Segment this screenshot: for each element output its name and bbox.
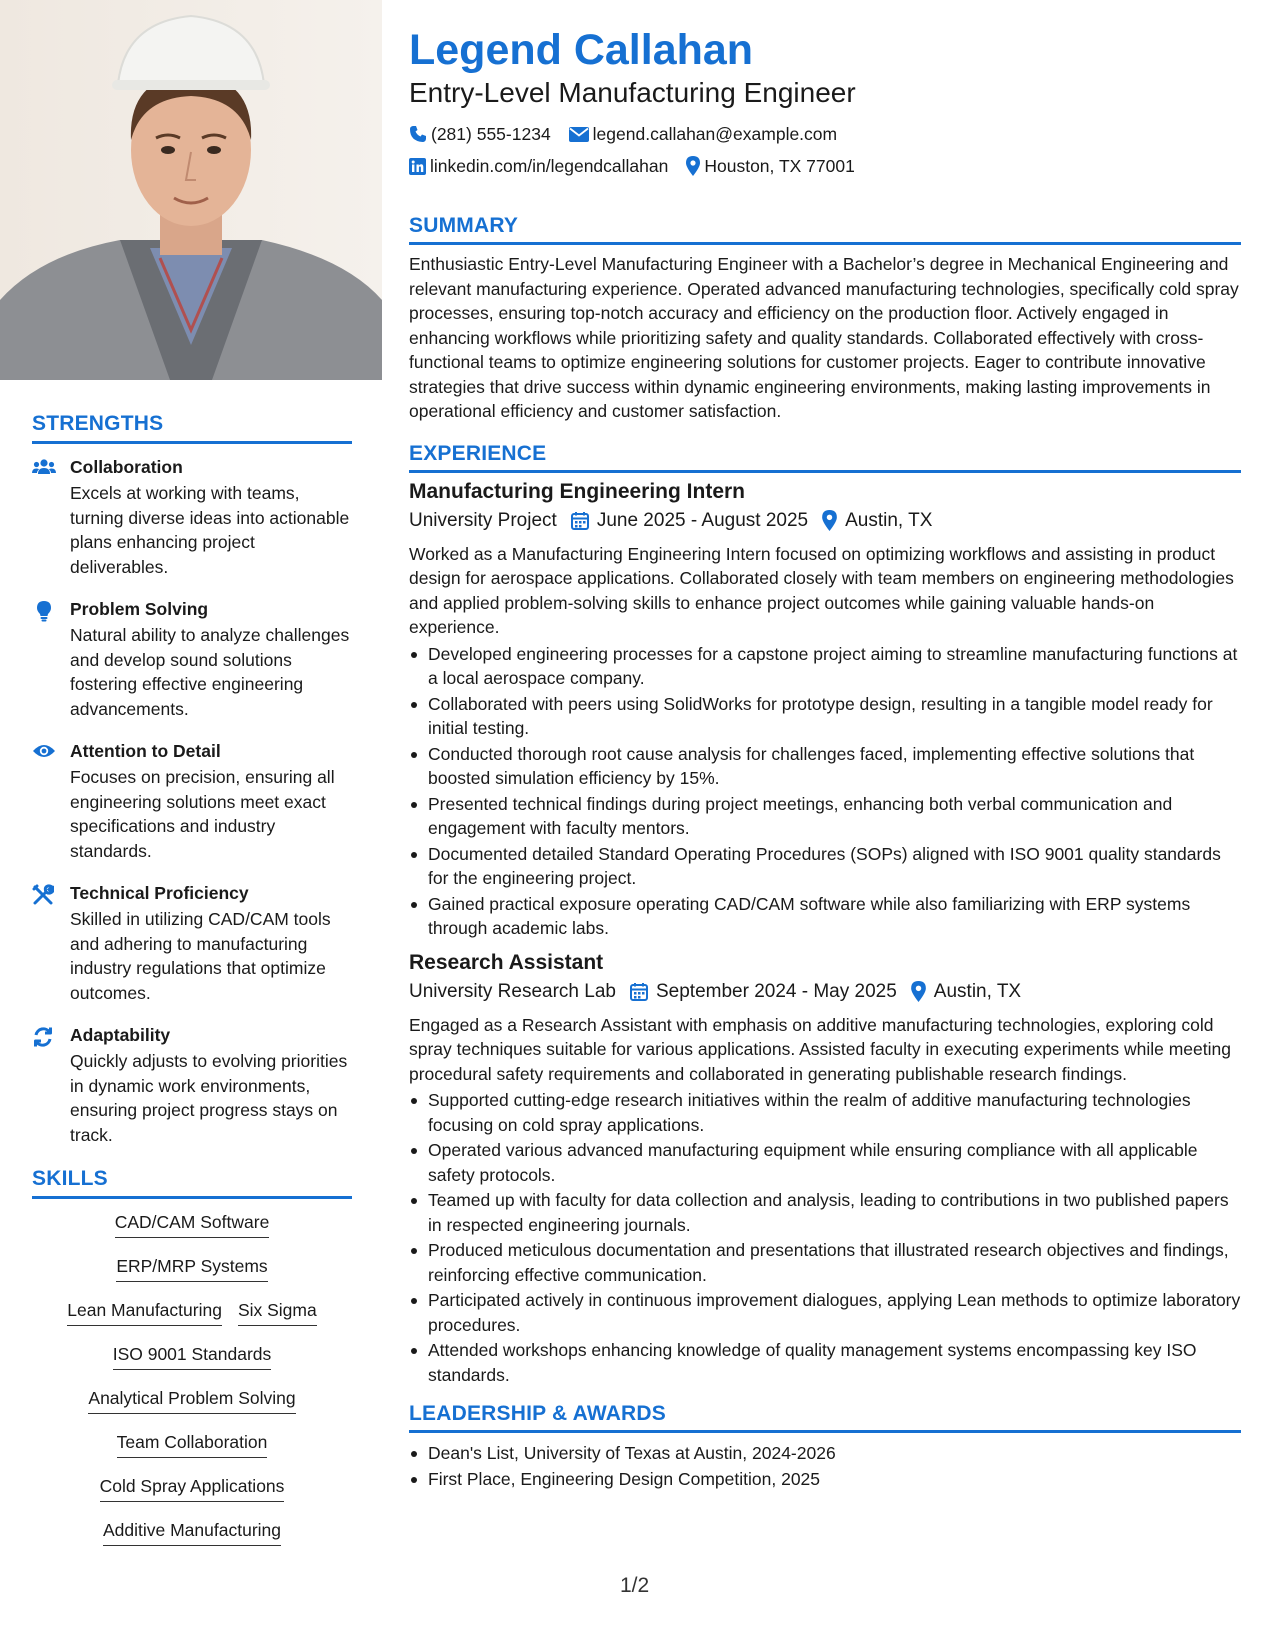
candidate-name: Legend Callahan [409, 26, 754, 74]
strength-desc: Excels at working with teams, turning diverse ideas into actionable plans enhancing project deliverables. [70, 483, 350, 577]
list-item: Teamed up with faculty for data collection and analysis, leading to contributions in two published papers in respected engineering journals. [409, 1188, 1241, 1237]
calendar-icon [571, 511, 589, 530]
linkedin-icon [409, 158, 426, 175]
job-location-wrap [822, 510, 932, 532]
eye-icon [32, 741, 70, 863]
list-item: First Place, Engineering Design Competition, 2025 [409, 1467, 1241, 1492]
list-item: Participated actively in continuous improvement dialogues, applying Lean methods to optimize laboratory procedures. [409, 1288, 1241, 1337]
page-number: 1/2 [620, 1574, 650, 1597]
job-bullets [409, 642, 1241, 941]
tools-icon [32, 883, 70, 1005]
job-dates: June 2025 - August 2025 [596, 509, 809, 531]
job-dates-wrap [571, 510, 808, 532]
strengths-heading: STRENGTHS [32, 412, 352, 444]
strength-item [32, 457, 352, 579]
map-pin-icon [911, 981, 926, 1002]
sidebar [32, 412, 352, 1564]
contact-row [409, 118, 1241, 150]
strength-desc: Skilled in utilizing CAD/CAM tools and adhering to manufacturing industry regulations that optimize outcomes. [70, 909, 331, 1003]
strength-title: Collaboration [70, 457, 183, 477]
candidate-role: Entry-Level Manufacturing Engineer [409, 77, 856, 108]
phone-text: (281) 555-1234 [431, 123, 551, 144]
job-dates: September 2024 - May 2025 [655, 980, 897, 1002]
job-location: Austin, TX [845, 509, 933, 531]
job-bullets [409, 1088, 1241, 1387]
job-entry [409, 951, 1241, 1388]
leadership-list [409, 1441, 1241, 1491]
job-title: Research Assistant [409, 950, 604, 974]
list-item: Developed engineering processes for a capstone project aiming to streamline manufacturing functions at a local aerospace company. [409, 642, 1241, 691]
list-item: Dean's List, University of Texas at Austin, 2024-2026 [409, 1441, 1241, 1466]
strength-title: Technical Proficiency [70, 883, 249, 903]
job-meta [409, 510, 1241, 532]
skills-heading: SKILLS [32, 1167, 352, 1199]
phone-contact[interactable] [409, 124, 551, 145]
envelope-icon [569, 127, 589, 142]
calendar-icon [630, 982, 648, 1001]
profile-photo [0, 0, 382, 380]
map-pin-icon [822, 510, 837, 531]
job-location: Austin, TX [933, 980, 1022, 1002]
skill-tag: ERP/MRP Systems [116, 1256, 267, 1282]
skill-tag: Additive Manufacturing [103, 1520, 281, 1546]
summary-text: Enthusiastic Entry-Level Manufacturing Engineer with a Bachelor’s degree in Mechanical Engineering and relevant manufacturing experience. Operated advanced manufacturing technologies, specifically cold spray processes, ensuring top-notch accuracy and efficiency on the production floor. Actively engaged in enhancing workflows while prioritizing safety and quality standards. Collaborated effectively with cross-functional teams to optimize engineering solutions for customer projects. Eager to contribute innovative strategies that drive success within dynamic engineering environments, making lasting improvements in operational efficiency and customer satisfaction. [409, 254, 1239, 421]
skill-tag: Cold Spray Applications [100, 1476, 285, 1502]
job-location-wrap [911, 981, 1021, 1003]
lightbulb-icon [32, 599, 70, 721]
job-org: University Project [409, 509, 557, 531]
strength-title: Problem Solving [70, 599, 209, 619]
leadership-heading: LEADERSHIP & AWARDS [409, 1402, 1241, 1433]
contact-row [409, 150, 1241, 182]
phone-icon [409, 125, 427, 143]
list-item: Supported cutting-edge research initiatives within the realm of additive manufacturing technologies focusing on cold spray applications. [409, 1088, 1241, 1137]
job-description: Engaged as a Research Assistant with emphasis on additive manufacturing technologies, exploring cold spray techniques suitable for various applications. Assisted faculty in executing experiments while meeting procedural safety requirements and collaborated in generating publishable research findings. [409, 1014, 1231, 1084]
strength-title: Adaptability [70, 1025, 171, 1045]
job-meta [409, 981, 1241, 1003]
list-item: Gained practical exposure operating CAD/CAM software while also familiarizing with ERP systems through academic labs. [409, 892, 1241, 941]
job-entry [409, 480, 1241, 941]
job-title: Manufacturing Engineering Intern [409, 479, 746, 503]
skill-tag: ISO 9001 Standards [113, 1344, 272, 1370]
skills-list [32, 1212, 352, 1546]
strength-item [32, 741, 352, 863]
strength-desc: Focuses on precision, ensuring all engineering solutions meet exact specifications and industry standards. [70, 767, 335, 861]
location-contact [686, 156, 854, 177]
skill-tag: Lean Manufacturing [67, 1300, 222, 1326]
list-item: Presented technical findings during project meetings, enhancing both verbal communication and engagement with faculty mentors. [409, 792, 1241, 841]
strength-title: Attention to Detail [70, 741, 221, 761]
strength-desc: Natural ability to analyze challenges and develop sound solutions fostering effective engineering advancements. [70, 625, 350, 719]
linkedin-text: linkedin.com/in/legendcallahan [430, 155, 669, 176]
skill-tag: Team Collaboration [117, 1432, 268, 1458]
linkedin-contact[interactable] [409, 156, 668, 177]
skill-tag: Six Sigma [238, 1300, 317, 1326]
skill-tag: Analytical Problem Solving [88, 1388, 295, 1414]
list-item: Documented detailed Standard Operating Procedures (SOPs) aligned with ISO 9001 quality standards for the engineering project. [409, 842, 1241, 891]
list-item: Conducted thorough root cause analysis for challenges faced, implementing effective solutions that boosted simulation efficiency by 15%. [409, 742, 1241, 791]
skill-tag: CAD/CAM Software [115, 1212, 270, 1238]
list-item: Collaborated with peers using SolidWorks for prototype design, resulting in a tangible model ready for initial testing. [409, 692, 1241, 741]
email-text: legend.callahan@example.com [592, 123, 838, 144]
map-pin-icon [686, 156, 700, 176]
job-description: Worked as a Manufacturing Engineering Intern focused on optimizing workflows and assisting in product design for aerospace applications. Collaborated closely with team members on engineering methodologies and applied problem-solving skills to enhance project outcomes while gaining valuable hands-on experience. [409, 543, 1234, 637]
strength-item [32, 599, 352, 721]
list-item: Operated various advanced manufacturing equipment while ensuring compliance with all applicable safety protocols. [409, 1138, 1241, 1187]
location-text: Houston, TX 77001 [704, 155, 855, 176]
main-content [409, 24, 1241, 1492]
strength-item [32, 883, 352, 1005]
sync-icon [32, 1025, 70, 1147]
summary-heading: SUMMARY [409, 214, 1241, 245]
experience-heading: EXPERIENCE [409, 442, 1241, 473]
strength-item [32, 1025, 352, 1147]
users-icon [32, 457, 70, 579]
strength-desc: Quickly adjusts to evolving priorities in dynamic work environments, ensuring project progress stays on track. [70, 1051, 348, 1145]
list-item: Produced meticulous documentation and presentations that illustrated research objectives and findings, reinforcing effective communication. [409, 1238, 1241, 1287]
job-dates-wrap [630, 981, 897, 1003]
job-org: University Research Lab [409, 980, 616, 1002]
list-item: Attended workshops enhancing knowledge of quality management systems encompassing key ISO standards. [409, 1338, 1241, 1387]
email-contact[interactable] [569, 124, 837, 145]
